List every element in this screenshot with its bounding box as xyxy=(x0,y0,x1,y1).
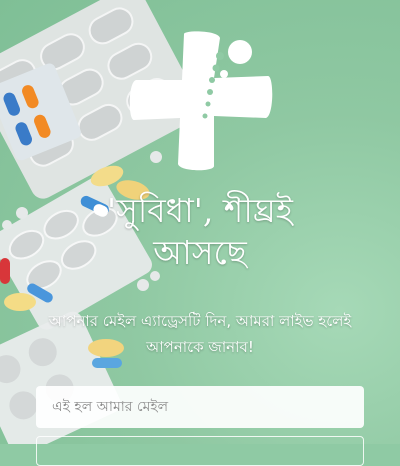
page-title xyxy=(0,190,400,274)
submit-button[interactable] xyxy=(36,436,364,466)
title-line-2: আসছে xyxy=(153,233,247,272)
subtitle: আপনার মেইল এ্যাড্রেসটি দিন, আমরা লাইভ হলেই আপনাকে জানাব! xyxy=(48,312,352,356)
title-line-1: 'সুবিধা', শীঘ্রই xyxy=(107,191,293,230)
email-input[interactable] xyxy=(36,386,364,428)
plus-cross-logo-icon xyxy=(128,30,274,172)
